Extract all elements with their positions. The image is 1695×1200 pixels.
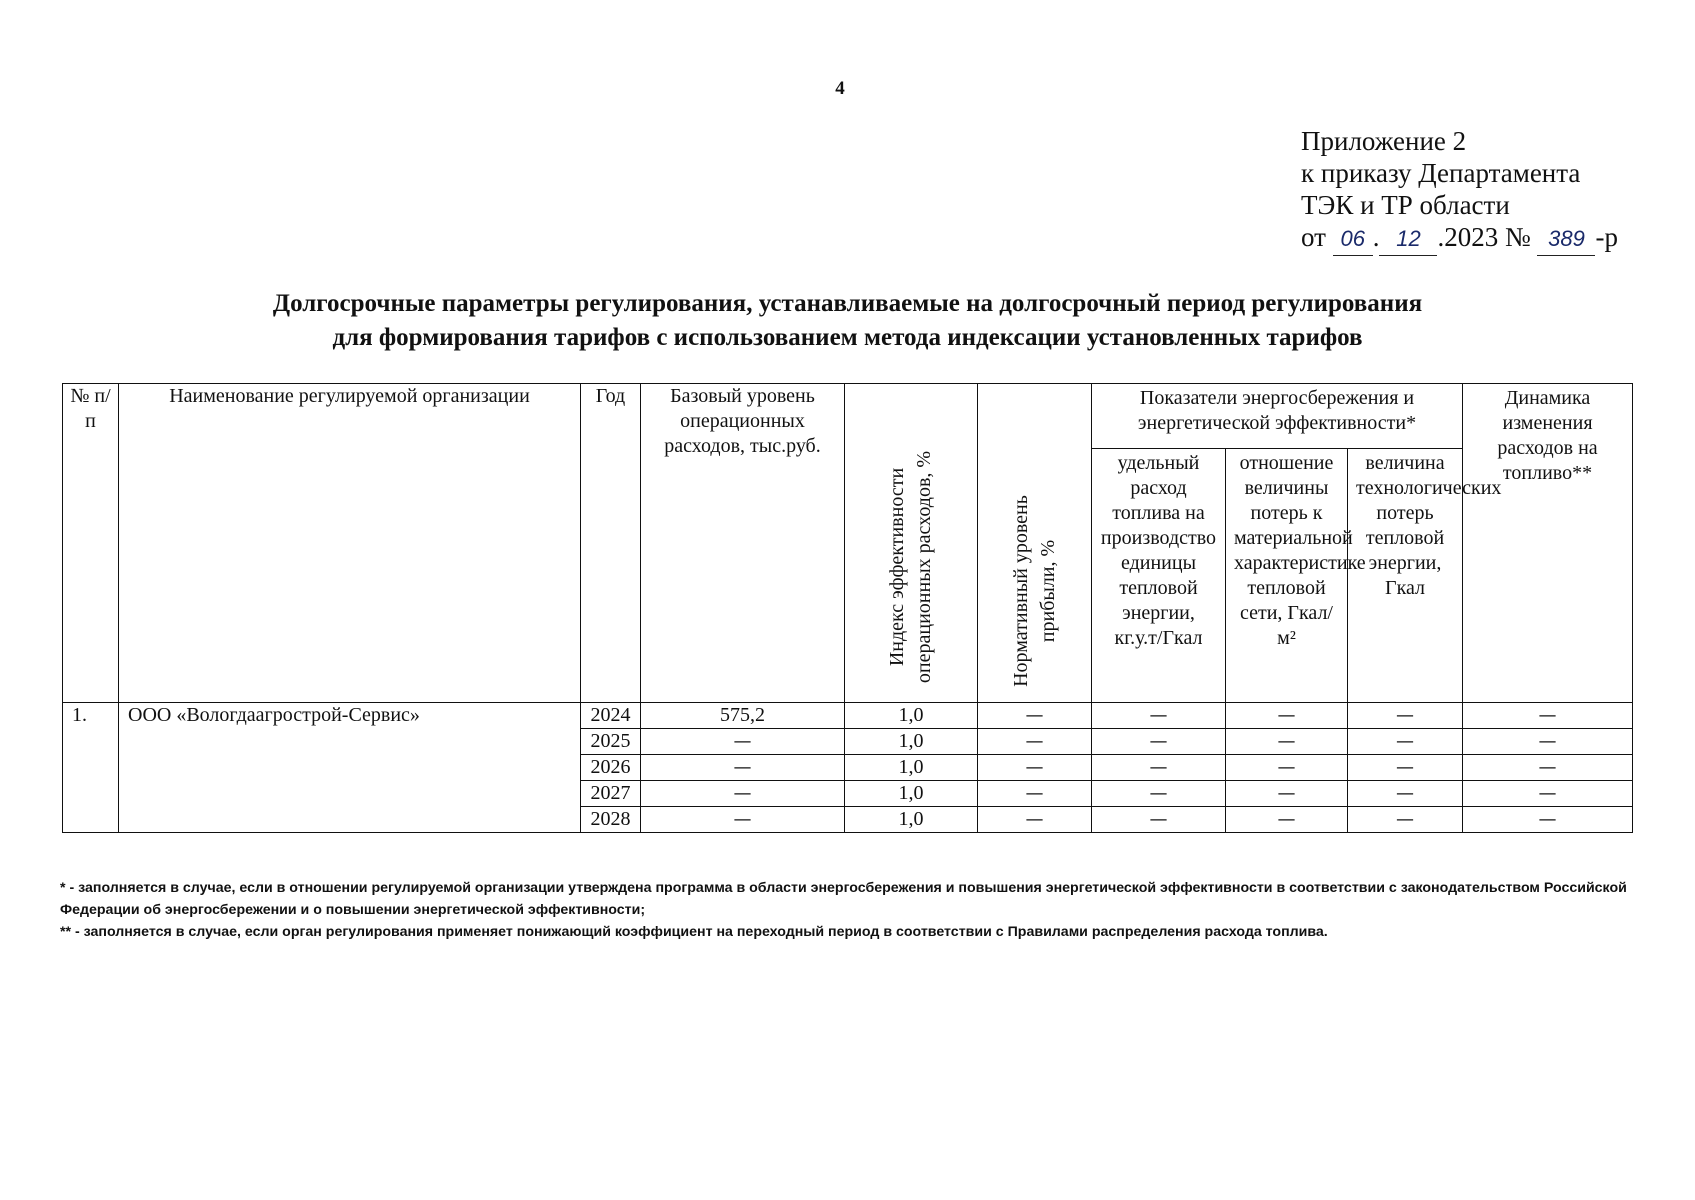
cell-index: 1,0 (845, 729, 978, 755)
header-tech-losses: величина технологических потерь тепловой энергии, Гкал (1348, 449, 1463, 703)
cell-dynamics: — (1463, 807, 1633, 833)
header-number: № п/п (63, 384, 119, 703)
cell-fuel: — (1092, 729, 1226, 755)
cell-profit: — (978, 781, 1092, 807)
title-line-2: для формирования тарифов с использованием метода индексации установленных тарифов (332, 324, 1363, 351)
cell-ratio: — (1226, 781, 1348, 807)
cell-base: — (641, 807, 845, 833)
handwritten-day: 06 (1333, 223, 1373, 256)
footnote-1: * - заполняется в случае, если в отношении регулируемой организации утверждена программа в области энергосбережения и повышения энергетической эффективности в соответствии с законодательством Российской Федерации об энергосбережении и о повышении энергетической эффективности; (60, 880, 1627, 918)
appendix-line-1: Приложение 2 (1301, 126, 1467, 156)
cell-base: 575,2 (641, 703, 845, 729)
header-efficiency-index-text: Индекс эффективности операционных расходов, % (886, 450, 935, 684)
header-loss-ratio: отношение величины потерь к материальной характеристике тепловой сети, Гкал/м² (1226, 449, 1348, 703)
org-number-cell: 1. (63, 703, 119, 833)
header-efficiency-index (845, 384, 978, 703)
cell-dynamics: — (1463, 781, 1633, 807)
cell-dynamics: — (1463, 729, 1633, 755)
cell-year: 2024 (581, 703, 641, 729)
cell-base: — (641, 729, 845, 755)
header-energy-group: Показатели энергосбережения и энергетической эффективности* (1092, 384, 1463, 449)
org-name-cell: ООО «Вологдаагрострой-Сервис» (119, 703, 581, 833)
cell-fuel: — (1092, 755, 1226, 781)
header-year: Год (581, 384, 641, 703)
date-prefix: от (1301, 222, 1326, 252)
cell-losses: — (1348, 729, 1463, 755)
appendix-date-line: от 06 . 12 .2023 № 389 -р (1301, 221, 1618, 256)
header-fuel-dynamics: Динамика изменения расходов на топливо** (1463, 384, 1633, 703)
handwritten-month: 12 (1379, 223, 1437, 256)
header-specific-fuel: удельный расход топлива на производство единицы тепловой энергии, кг.у.т/Гкал (1092, 449, 1226, 703)
cell-losses: — (1348, 703, 1463, 729)
cell-year: 2026 (581, 755, 641, 781)
cell-ratio: — (1226, 729, 1348, 755)
cell-index: 1,0 (845, 807, 978, 833)
cell-index: 1,0 (845, 781, 978, 807)
header-base-level: Базовый уровень операционных расходов, тыс.руб. (641, 384, 845, 703)
cell-dynamics: — (1463, 755, 1633, 781)
header-organization: Наименование регулируемой организации (119, 384, 581, 703)
cell-profit: — (978, 703, 1092, 729)
footnotes (60, 877, 1650, 943)
cell-losses: — (1348, 807, 1463, 833)
cell-losses: — (1348, 781, 1463, 807)
cell-profit: — (978, 755, 1092, 781)
cell-base: — (641, 781, 845, 807)
appendix-line-2: к приказу Департамента (1301, 158, 1581, 188)
footnote-2: ** - заполняется в случае, если орган регулирования применяет понижающий коэффициент на переходный период в соответствии с Правилами распределения расхода топлива. (60, 924, 1328, 940)
cell-base: — (641, 755, 845, 781)
cell-profit: — (978, 729, 1092, 755)
cell-year: 2028 (581, 807, 641, 833)
title-line-1: Долгосрочные параметры регулирования, устанавливаемые на долгосрочный период регулирования (272, 290, 1423, 317)
cell-fuel: — (1092, 807, 1226, 833)
header-profit-level-text: Нормативный уровень прибыли, % (1009, 495, 1059, 687)
handwritten-order-number: 389 (1537, 223, 1595, 256)
cell-losses: — (1348, 755, 1463, 781)
cell-fuel: — (1092, 781, 1226, 807)
header-profit-level (978, 384, 1092, 703)
cell-profit: — (978, 807, 1092, 833)
cell-fuel: — (1092, 703, 1226, 729)
parameters-table (62, 383, 1633, 833)
cell-dynamics: — (1463, 703, 1633, 729)
appendix-block (1301, 125, 1618, 256)
order-suffix: -р (1595, 222, 1618, 252)
date-year-suffix: .2023 № (1437, 222, 1531, 252)
page-number: 4 (835, 78, 845, 99)
cell-ratio: — (1226, 703, 1348, 729)
document-title (0, 287, 1695, 355)
cell-ratio: — (1226, 807, 1348, 833)
cell-index: 1,0 (845, 755, 978, 781)
cell-index: 1,0 (845, 703, 978, 729)
table-row (63, 703, 1633, 729)
cell-year: 2025 (581, 729, 641, 755)
cell-year: 2027 (581, 781, 641, 807)
appendix-line-3: ТЭК и ТР области (1301, 190, 1510, 220)
cell-ratio: — (1226, 755, 1348, 781)
